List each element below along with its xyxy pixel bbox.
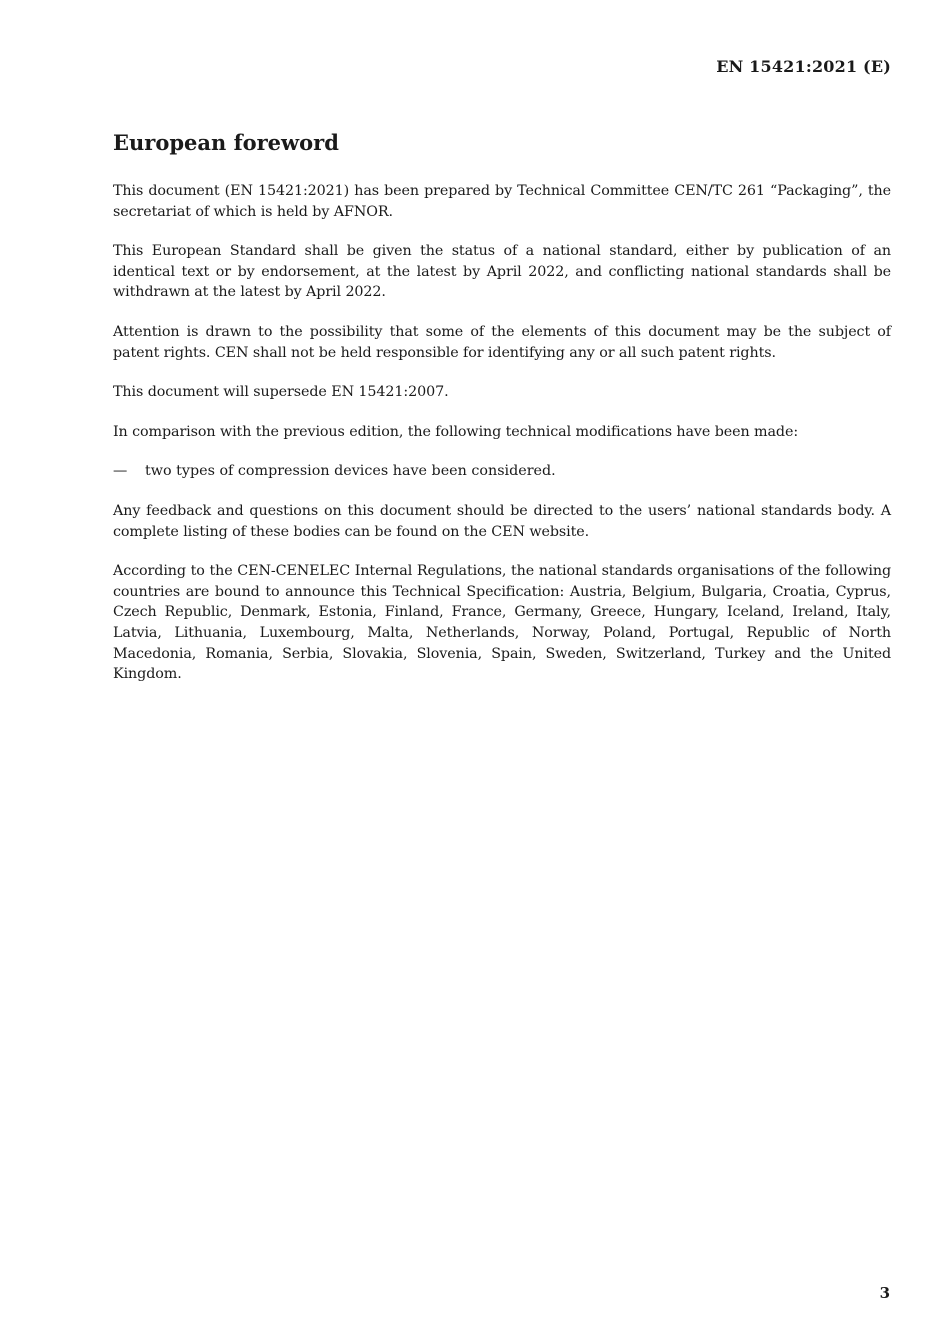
paragraph-feedback: Any feedback and questions on this document should be directed to the users’ national standards body. A complete listing of these bodies can be found on the CEN website. xyxy=(113,502,891,540)
page-number: 3 xyxy=(879,1284,890,1302)
modifications-list xyxy=(113,461,891,482)
document-identifier: EN 15421:2021 (E) xyxy=(716,57,891,76)
paragraph-preparation: This document (EN 15421:2021) has been prepared by Technical Committee CEN/TC 261 “Packaging”, the secretariat of which is held by AFNOR. xyxy=(113,183,891,220)
paragraph-national-status: This European Standard shall be given the status of a national standard, either by publication of an identical text or by endorsement, at the latest by April 2022, and conflicting national standards shall be withdrawn at the latest by April 2022. xyxy=(113,243,891,301)
list-item xyxy=(113,461,891,482)
section-heading: European foreword xyxy=(113,130,339,155)
paragraph-modifications-intro: In comparison with the previous edition, the following technical modifications have been made: xyxy=(113,423,799,440)
list-item-text: two types of compression devices have been considered. xyxy=(145,463,556,480)
paragraph-countries: According to the CEN-CENELEC Internal Regulations, the national standards organisations of the following countries are bound to announce this Technical Specification: Austria, Belgium, Bulgaria, Croatia, Cyprus, Czech Republic, Denmark, Estonia, Finland, France, Germany, Greece, Hungary, Iceland, Ireland, Italy, Latvia, Lithuania, Luxembourg, Malta, Netherlands, Norway, Poland, Portugal, Republic of North Macedonia, Romania, Serbia, Slovakia, Slovenia, Spain, Sweden, Switzerland, Turkey and the United Kingdom. xyxy=(113,563,891,683)
paragraph-patent-rights: Attention is drawn to the possibility that some of the elements of this document may be the subject of patent rights. CEN shall not be held responsible for identifying any or all such patent rights. xyxy=(113,323,891,361)
foreword-body xyxy=(113,181,891,704)
dash-bullet: — xyxy=(113,463,128,480)
paragraph-supersedes: This document will supersede EN 15421:2007. xyxy=(113,384,449,401)
